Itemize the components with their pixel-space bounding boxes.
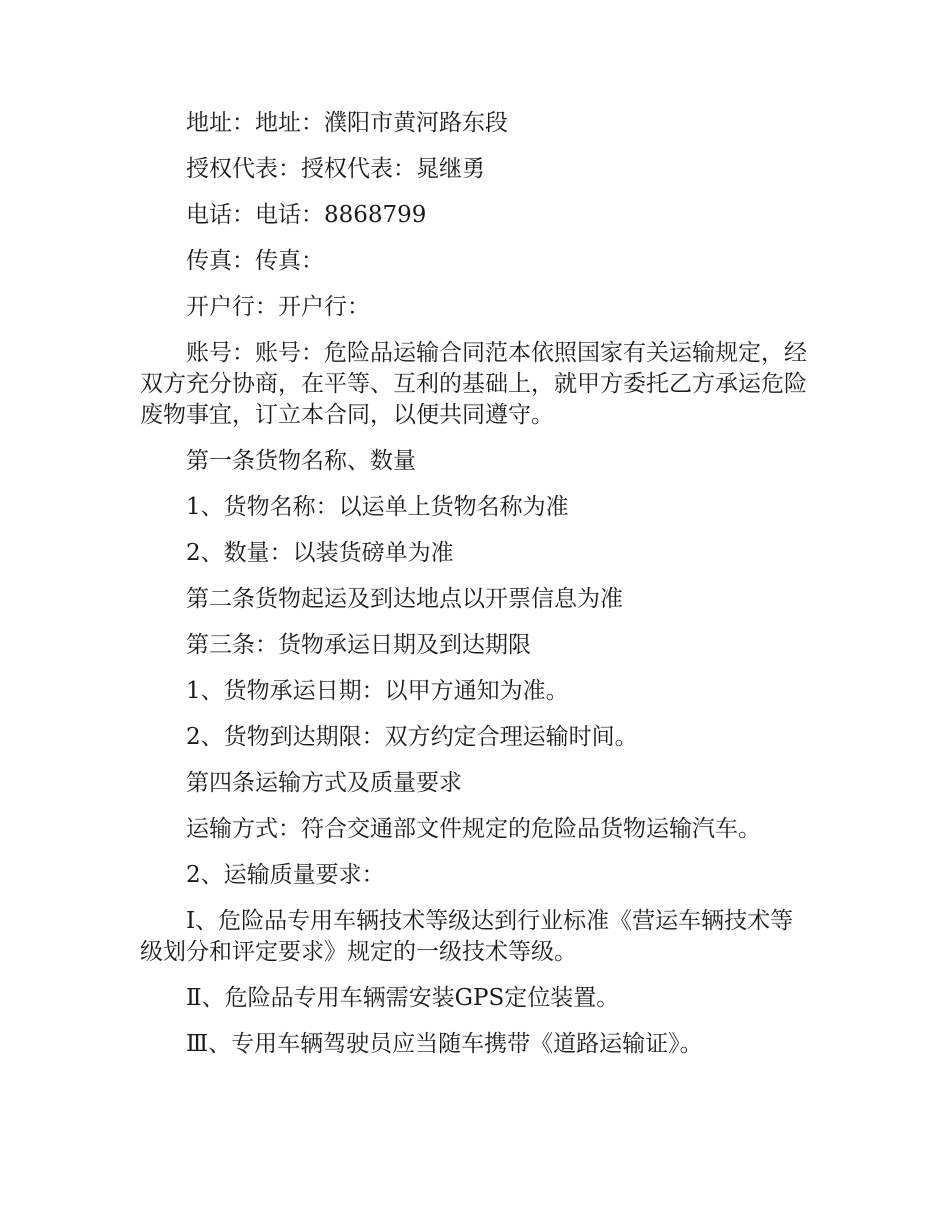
article-1-heading: 第一条货物名称、数量 [186, 448, 416, 474]
document-body [140, 108, 812, 1075]
quality-requirements-heading: 2、运输质量要求： [186, 862, 385, 888]
requirement-3: Ⅲ、专用车辆驾驶员应当随车携带《道路运输证》。 [186, 1031, 703, 1057]
phone-line: 电话：电话：8868799 [186, 202, 427, 228]
article-3-item-1: 1、货物承运日期：以甲方通知为准。 [186, 678, 569, 704]
transport-method-line: 运输方式：符合交通部文件规定的危险品货物运输汽车。 [186, 816, 761, 842]
article-1-item-2: 2、数量：以装货磅单为准 [186, 540, 454, 566]
fax-line: 传真：传真： [186, 248, 324, 274]
article-1-item-1: 1、货物名称：以运单上货物名称为准 [186, 494, 569, 520]
article-3-item-2: 2、货物到达期限：双方约定合理运输时间。 [186, 724, 638, 750]
article-2-heading: 第二条货物起运及到达地点以开票信息为准 [186, 586, 623, 612]
account-intro-paragraph: 账号：账号：危险品运输合同范本依照国家有关运输规定，经双方充分协商，在平等、互利的基础上，就甲方委托乙方承运危险废物事宜，订立本合同，以便共同遵守。 [140, 340, 807, 428]
address-line: 地址：地址：濮阳市黄河路东段 [186, 110, 508, 136]
requirement-2: Ⅱ、危险品专用车辆需安装GPS定位装置。 [186, 985, 620, 1011]
requirement-1: Ⅰ、危险品专用车辆技术等级达到行业标准《营运车辆技术等级划分和评定要求》规定的一级技术等级。 [140, 908, 794, 965]
representative-line: 授权代表：授权代表：晁继勇 [186, 156, 485, 182]
article-4-heading: 第四条运输方式及质量要求 [186, 770, 462, 796]
article-3-heading: 第三条：货物承运日期及到达期限 [186, 632, 531, 658]
bank-line: 开户行：开户行： [186, 294, 370, 320]
